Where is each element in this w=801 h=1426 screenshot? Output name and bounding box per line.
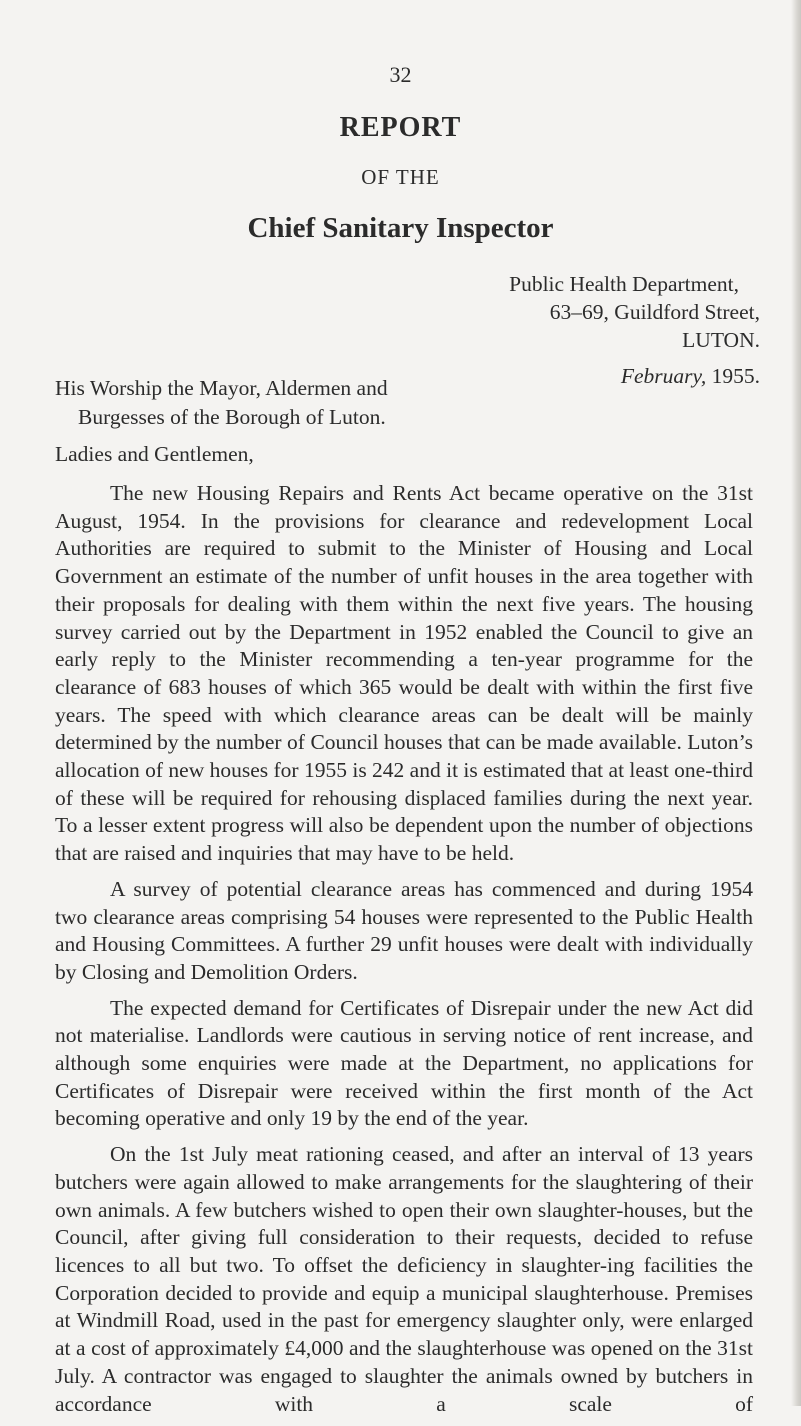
report-title: REPORT	[339, 112, 462, 143]
paragraph-housing-act: The new Housing Repairs and Rents Act became operative on the 31st August, 1954. In the provisions for clearance and redevelopment Local Authorities are required to submit to the Minister of Housing and Local Government an estimate of the number of unfit houses in the area together with their proposals for dealing with them within the next five years. The housing survey carried out by the Department in 1952 enabled the Council to give an early reply to the Minister recommending a ten-year programme for the clearance of 683 houses of which 365 would be dealt with within the first five years. The speed with which clearance areas can be dealt will be mainly determined by the number of Council houses that can be made available. Luton’s allocation of new houses for 1955 is 242 and it is estimated that at least one-third of these will be required for rehousing displaced families during the next year. To a lesser extent progress will also be dependent upon the number of objections that are raised and inquiries that may have to be held.	[55, 481, 753, 866]
sender-address	[509, 270, 760, 390]
paragraph-certificates-disrepair: The expected demand for Certificates of Disrepair under the new Act did not materialise. Landlords were cautious in serving notice of rent increase, and although some enquiries were made at the Department, no applications for Certificates of Disrepair were received within the first month of the Act becoming operative and only 19 by the end of the year.	[55, 995, 753, 1131]
address-line-street: 63–69, Guildford Street,	[549, 300, 760, 324]
paragraph-meat-rationing: On the 1st July meat rationing ceased, and after an interval of 13 years butchers were again allowed to make arrangements for the slaughtering of their own animals. A few butchers wished to open their own slaughter-houses, but the Council, after giving full consideration to their requests, decided to refuse licences to all but two. To offset the deficiency in slaughter-ing facilities the Corporation decided to provide and equip a municipal slaughterhouse. Premises at Windmill Road, used in the past for emergency slaughter only, were enlarged at a cost of approximately £4,000 and the slaughterhouse was opened on the 31st July. A contractor was engaged to slaughter the animals owned by butchers in accordance with a scale of	[55, 1142, 753, 1416]
addressee-block	[55, 374, 388, 432]
report-body	[55, 480, 753, 1426]
addressee-line-2: Burgesses of the Borough of Luton.	[78, 405, 386, 429]
address-line-town: LUTON.	[682, 328, 760, 352]
letter-date-year: 1955.	[711, 364, 760, 388]
letter-date	[509, 362, 760, 390]
page-edge-shadow	[791, 0, 801, 1406]
addressee-line-1: His Worship the Mayor, Aldermen and	[55, 376, 388, 400]
salutation: Ladies and Gentlemen,	[55, 442, 254, 466]
report-heading: Chief Sanitary Inspector	[247, 212, 554, 244]
address-line-department: Public Health Department,	[509, 272, 739, 296]
letter-date-month: February,	[620, 364, 707, 388]
report-subtitle: OF THE	[361, 165, 440, 189]
page-number: 32	[389, 62, 412, 87]
paragraph-clearance-survey: A survey of potential clearance areas has commenced and during 1954 two clearance areas comprising 54 houses were represented to the Public Health and Housing Committees. A further 29 unfit houses were dealt with individually by Closing and Demolition Orders.	[55, 876, 753, 984]
